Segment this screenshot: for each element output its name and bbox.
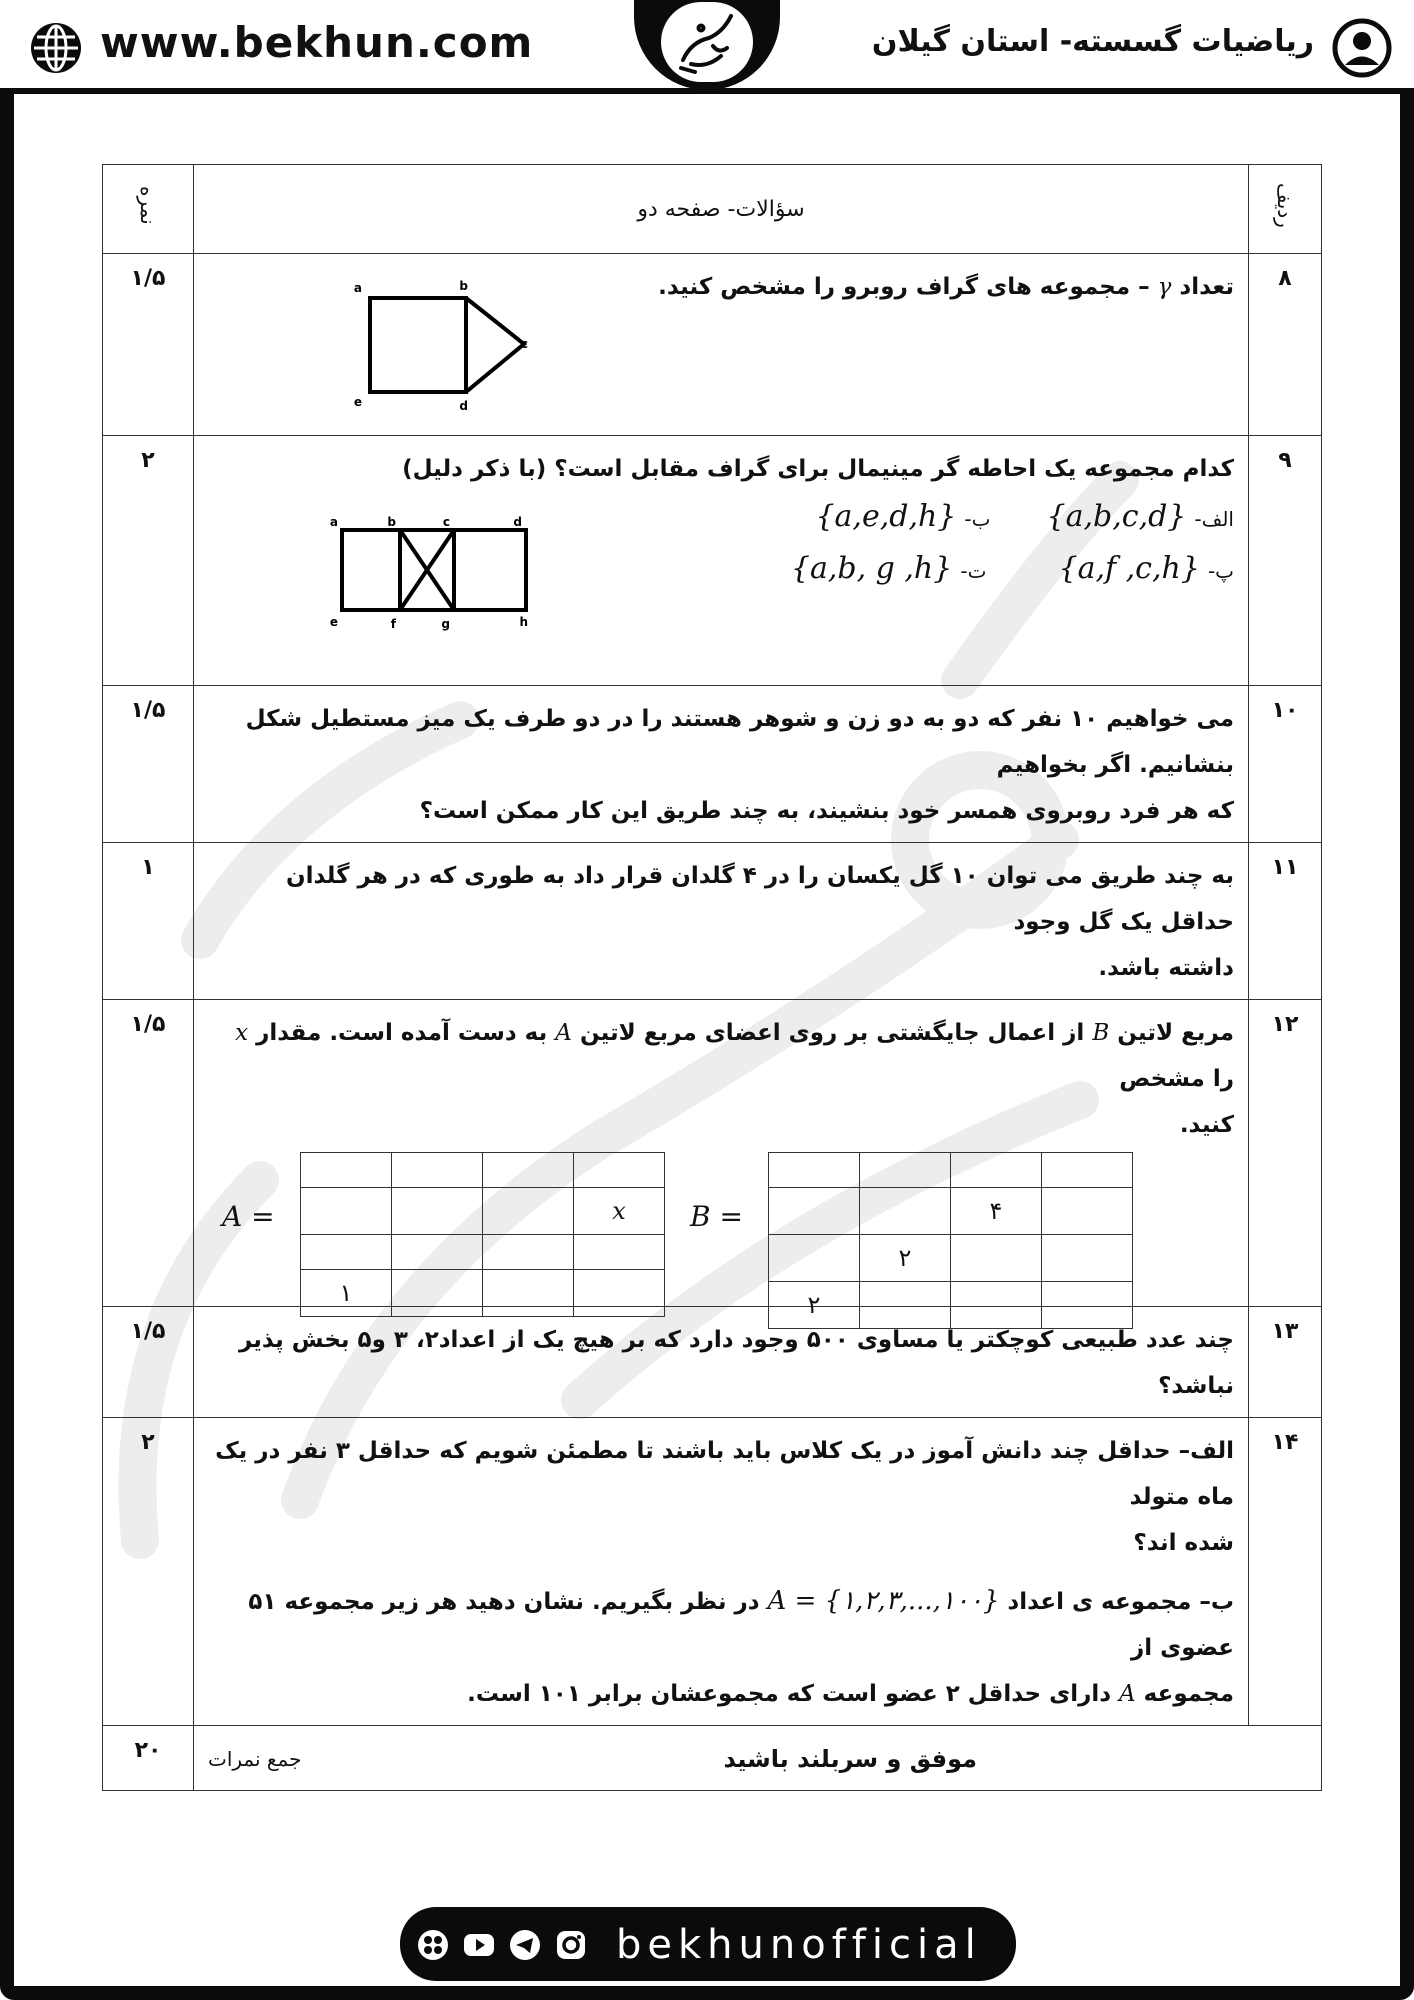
aparat-icon[interactable] — [416, 1928, 450, 1962]
q12-line-2: کنید. — [1179, 1112, 1234, 1138]
globe-icon — [28, 20, 84, 76]
q14-part-b-line-1 — [208, 1578, 1234, 1671]
question-number: ۱۱ — [1249, 843, 1322, 1000]
q14-b-line2-a: مجموعه — [1143, 1681, 1234, 1707]
graph-label: b — [387, 516, 396, 529]
page-title: ریاضیات گسسته- استان گیلان — [871, 24, 1314, 59]
latin-b-cell — [1042, 1153, 1133, 1188]
latin-b-row — [769, 1153, 1133, 1188]
q10-line-2: که هر فرد روبروی همسر خود بنشیند، به چند طریق این کار ممکن است؟ — [419, 798, 1234, 824]
option-set: {a,b, g ,h} — [790, 551, 953, 586]
table-header-row — [103, 165, 1322, 254]
logo — [661, 2, 753, 82]
q14-part-a-line-1: الف– حداقل چند دانش آموز در یک کلاس باید باشند تا مطمئن شویم که حداقل ۳ نفر در یک ماه متولد — [215, 1438, 1234, 1510]
question-number: ۹ — [1249, 436, 1322, 686]
q14-part-a-line-2: شده اند؟ — [1133, 1530, 1234, 1556]
latin-a-cell — [574, 1153, 665, 1188]
latin-b-cell: ۲ — [769, 1282, 860, 1329]
latin-b-cell — [951, 1235, 1042, 1282]
latin-a-cell — [574, 1235, 665, 1270]
q12-text-c: به دست آمده است. مقدار — [256, 1020, 548, 1046]
total-row-content — [194, 1726, 1322, 1791]
question-10 — [194, 686, 1249, 843]
option-label: الف- — [1194, 507, 1234, 531]
graph-q8 — [354, 278, 594, 418]
q14-part-b-line-2 — [208, 1671, 1234, 1717]
q14-b-text-2: در نظر بگیریم. نشان دهید هر زیر مجموعه ۵۱ عضوی از — [248, 1589, 1234, 1661]
latin-a-row — [301, 1188, 665, 1235]
questions-header: سؤالات- صفحه دو — [194, 165, 1249, 254]
latin-b-cell: ۴ — [951, 1188, 1042, 1235]
logo-signature-icon — [661, 2, 753, 82]
total-label: جمع نمرات — [208, 1747, 302, 1771]
latin-a-cell — [392, 1153, 483, 1188]
question-number: ۸ — [1249, 254, 1322, 436]
latin-squares — [208, 1148, 1234, 1319]
graph-label: b — [459, 279, 468, 293]
question-number: ۱۴ — [1249, 1418, 1322, 1726]
graph-label: c — [520, 337, 528, 351]
latin-a-cell — [392, 1235, 483, 1270]
question-12 — [194, 1000, 1249, 1319]
question-score: ۲ — [103, 436, 194, 686]
question-row — [103, 1000, 1322, 1307]
row-header-cell — [1249, 165, 1322, 254]
q9-text: کدام مجموعه یک احاطه گر مینیمال برای گراف مقابل است؟ (با ذکر دلیل) — [402, 456, 1234, 482]
graph-label: e — [330, 615, 338, 629]
latin-b-row — [769, 1188, 1133, 1235]
question-number: ۱۳ — [1249, 1307, 1322, 1418]
total-score: ۲۰ — [103, 1726, 194, 1791]
question-row — [103, 843, 1322, 1000]
q12-text-a: مربع لاتین — [1117, 1020, 1234, 1046]
graph-q9 — [330, 516, 550, 636]
social-handle[interactable]: bekhunofficial — [616, 1922, 982, 1968]
option-set: {a,f ,c,h} — [1058, 551, 1200, 586]
symbol-a: A — [1119, 1681, 1136, 1707]
latin-a-cell — [301, 1188, 392, 1235]
q8-text-b: – مجموعه های گراف روبرو را مشخص کنید. — [658, 274, 1150, 300]
question-score: ۱ — [103, 843, 194, 1000]
question-9 — [194, 436, 1249, 686]
latin-b-row — [769, 1235, 1133, 1282]
question-score: ۱/۵ — [103, 1307, 194, 1418]
question-score: ۱/۵ — [103, 686, 194, 843]
question-score: ۱/۵ — [103, 1000, 194, 1307]
latin-a-cell — [483, 1235, 574, 1270]
latin-a-cell — [483, 1188, 574, 1235]
exam-table — [102, 164, 1322, 1791]
latin-b-cell — [1042, 1235, 1133, 1282]
question-row — [103, 1418, 1322, 1726]
score-header: نمره — [136, 186, 160, 225]
site-url[interactable]: www.bekhun.com — [100, 18, 534, 67]
row-header: ردیف — [1273, 183, 1297, 228]
user-icon — [1332, 18, 1392, 78]
q12-text-b: از اعمال جایگشتی بر روی اعضای مربع لاتین — [579, 1020, 1085, 1046]
latin-a-cell — [301, 1235, 392, 1270]
score-header-cell — [103, 165, 194, 254]
question-13: چند عدد طبیعی کوچکتر یا مساوی ۵۰۰ وجود دارد که بر هیچ یک از اعداد۲، ۳ و۵ بخش پذیر نباشد؟ — [194, 1307, 1249, 1418]
q10-line-1: می خواهیم ۱۰ نفر که دو به دو زن و شوهر هستند را در دو طرف یک میز مستطیل شکل بنشانیم. اگر بخواهیم — [245, 706, 1234, 778]
question-11 — [194, 843, 1249, 1000]
q12-text-d: را مشخص — [1119, 1066, 1234, 1092]
latin-a-cell: ۱ — [301, 1270, 392, 1317]
graph-label: d — [459, 399, 468, 413]
question-row — [103, 436, 1322, 686]
latin-b-cell — [769, 1153, 860, 1188]
graph-label: d — [513, 516, 522, 529]
question-row — [103, 1307, 1322, 1418]
latin-b-cell — [769, 1235, 860, 1282]
option-label: ب- — [964, 507, 991, 531]
q11-line-1: به چند طریق می توان ۱۰ گل یکسان را در ۴ گلدان قرار داد به طوری که در هر گلدان حداقل یک گل وجود — [285, 863, 1234, 935]
q14-b-text-1: ب– مجموعه ی اعداد — [1007, 1589, 1234, 1615]
graph-label: a — [354, 281, 362, 295]
question-row — [103, 254, 1322, 436]
graph-label: h — [519, 615, 528, 629]
instagram-icon[interactable] — [554, 1928, 588, 1962]
set-a-definition: A = {۱,۲,۳,...,۱۰۰} — [767, 1586, 1000, 1616]
latin-b-cell — [1042, 1188, 1133, 1235]
latin-b-cell: ۲ — [860, 1235, 951, 1282]
question-number: ۱۲ — [1249, 1000, 1322, 1307]
graph-label: c — [442, 516, 450, 529]
symbol-b: B — [1092, 1020, 1110, 1046]
label-a: A = — [222, 1200, 275, 1233]
option-set: {a,b,c,d} — [1046, 499, 1187, 534]
latin-b-cell — [860, 1153, 951, 1188]
latin-b-cell — [769, 1188, 860, 1235]
graph-label: f — [390, 617, 396, 631]
graph-label: a — [330, 516, 338, 529]
latin-a-cell — [392, 1188, 483, 1235]
latin-a-cell — [483, 1153, 574, 1188]
symbol-x: x — [235, 1020, 249, 1046]
latin-a-cell: x — [574, 1188, 665, 1235]
latin-a-row — [301, 1153, 665, 1188]
question-number: ۱۰ — [1249, 686, 1322, 843]
option-set: {a,e,d,h} — [815, 499, 957, 534]
question-score: ۲ — [103, 1418, 194, 1726]
gamma-symbol: γ — [1157, 274, 1172, 300]
latin-square-b — [768, 1152, 1133, 1329]
latin-a-cell — [301, 1153, 392, 1188]
label-b: B = — [690, 1200, 743, 1233]
latin-b-cell — [951, 1153, 1042, 1188]
latin-square-a — [300, 1152, 665, 1317]
q12-line-1 — [208, 1010, 1234, 1102]
latin-a-row — [301, 1235, 665, 1270]
youtube-icon[interactable] — [462, 1928, 496, 1962]
question-score: ۱/۵ — [103, 254, 194, 436]
option-label: ت- — [960, 559, 987, 583]
q14-b-line2-b: دارای حداقل ۲ عضو است که مجموعشان برابر ۱۰۱ است. — [467, 1681, 1112, 1707]
q11-line-2: داشته باشد. — [1098, 955, 1234, 981]
question-row — [103, 686, 1322, 843]
latin-b-cell — [860, 1188, 951, 1235]
symbol-a: A — [555, 1020, 572, 1046]
question-8 — [194, 254, 1249, 436]
wish-text: موفق و سربلند باشید — [723, 1745, 977, 1773]
graph-label: e — [354, 395, 362, 409]
question-14 — [194, 1418, 1249, 1726]
q8-text-a: تعداد — [1179, 274, 1234, 300]
option-label: پ- — [1207, 559, 1234, 583]
telegram-icon[interactable] — [508, 1928, 542, 1962]
total-row — [103, 1726, 1322, 1791]
graph-label: g — [441, 617, 450, 631]
